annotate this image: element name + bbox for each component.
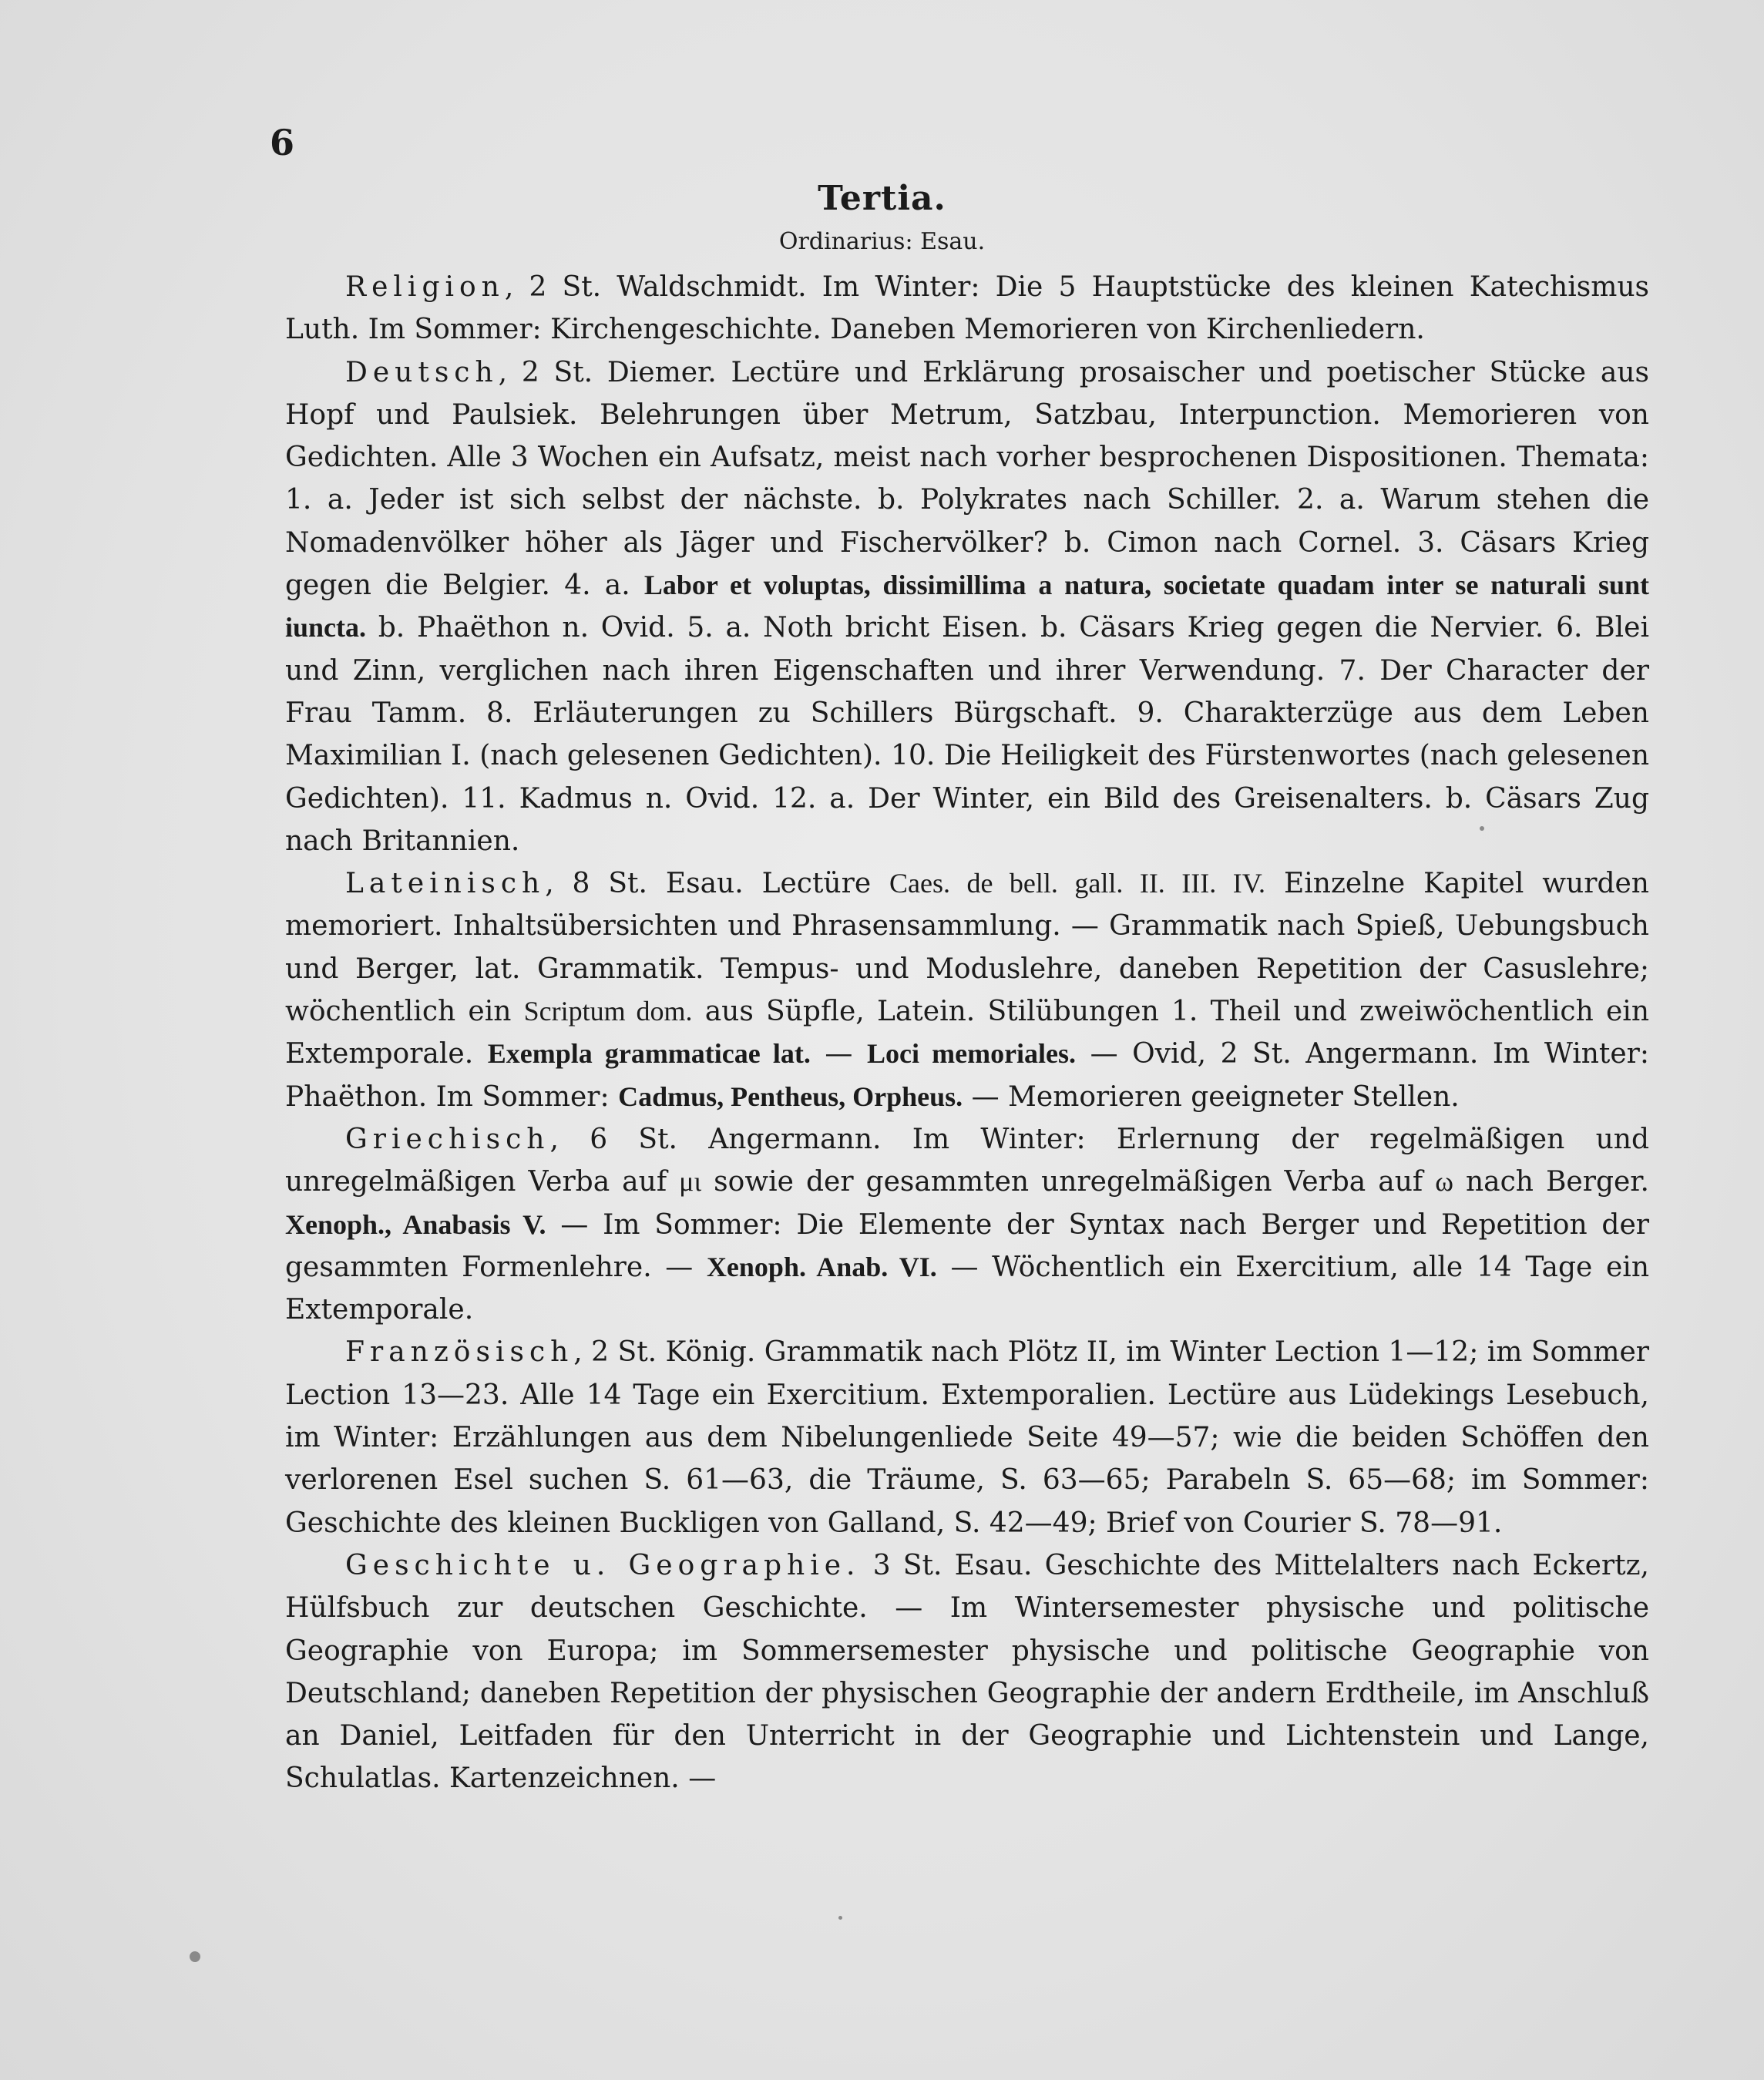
text-segment: , 2 St. Waldschmidt. Im Winter: Die 5 Hauptstücke des kleinen Katechismus Luth. Im Sommer: Kirchengeschichte. Daneben Memorieren von Kirchenliedern.	[285, 271, 1649, 346]
latin-text-segment: Xenoph., Anabasis V.	[285, 1208, 546, 1240]
text-segment: — Memorieren geeigneter Stellen.	[963, 1080, 1460, 1113]
latin-text-segment: Cadmus, Pentheus, Orpheus.	[618, 1080, 963, 1112]
subject-heading: Französisch	[345, 1336, 574, 1369]
latin-text-segment: Caes. de bell. gall. II. III. IV.	[889, 868, 1266, 899]
paper-speck	[1480, 826, 1484, 831]
paragraph	[285, 862, 1649, 1118]
text-segment: , 2 St. Diemer. Lectüre und Erklärung prosaischer und poetischer Stücke aus Hopf und Paulsiek. Belehrungen über Metrum, Satzbau, Interpunction. Memorieren von Gedichten. Alle 3 Wochen ein Aufsatz, meist nach vorher besprochenen Dispositionen. Themata: 1. a. Jeder ist sich selbst der nächste. b. Polykrates nach Schiller. 2. a. Warum stehen die Nomadenvölker höher als Jäger und Fischervölker? b. Cimon nach Cornel. 3. Cäsars Krieg gegen die Belgier. 4. a.	[285, 356, 1649, 602]
latin-text-segment: Labor et voluptas, dissimillima a natura, societate quadam inter se naturali sunt iuncta.	[285, 570, 1650, 643]
latin-text-segment: Xenoph. Anab. VI.	[706, 1251, 937, 1282]
latin-text-segment: ω	[1435, 1166, 1453, 1198]
subject-heading: Lateinisch	[345, 868, 546, 900]
text-segment: aus Süpfle, Latein. Stilübungen 1. Theil und zweiwöchentlich ein Extemporale.	[285, 996, 1650, 1070]
text-segment: nach Berger.	[1453, 1166, 1649, 1198]
text-segment: Einzelne Kapitel wurden memoriert. Inhaltsübersichten und Phrasensammlung. — Grammatik nach Spieß, Uebungsbuch und Berger, lat. Grammatik. Tempus- und Moduslehre, daneben Repetition der Casuslehre; wöchentlich ein	[285, 868, 1649, 1028]
text-segment: — Wöchentlich ein Exercitium, alle 14 Tage ein Extemporale.	[285, 1251, 1650, 1326]
paragraph	[285, 1544, 1649, 1800]
text-segment: , 6 St. Angermann. Im Winter: Erlernung der regelmäßigen und unregelmäßigen Verba auf	[285, 1123, 1649, 1198]
subject-heading: Geschichte u. Geographie.	[345, 1549, 861, 1581]
latin-text-segment: Scriptum dom.	[523, 996, 693, 1027]
body-text	[285, 266, 1649, 1800]
latin-text-segment: μι	[679, 1166, 702, 1198]
text-segment: , 8 St. Esau. Lectüre	[545, 868, 890, 900]
ordinarius-line: Ordinarius: Esau.	[778, 228, 986, 255]
text-segment: —	[810, 1038, 867, 1070]
text-segment: sowie der gesammten unregelmäßigen Verba auf	[701, 1166, 1436, 1198]
subject-heading: Deutsch	[345, 356, 499, 388]
subject-heading: Griechisch	[345, 1123, 550, 1155]
text-segment: — Ovid, 2 St. Angermann. Im Winter: Phaëthon. Im Sommer:	[285, 1038, 1650, 1113]
latin-text-segment: Exempla grammaticae lat.	[487, 1038, 811, 1070]
section-title: Tertia.	[818, 179, 946, 218]
text-segment: , 2 St. König. Grammatik nach Plötz II, im Winter Lection 1—12; im Sommer Lection 13—23. Alle 14 Tage ein Exercitium. Extemporalien. Lectüre aus Lüdekings Lesebuch, im Winter: Erzählungen aus dem Nibelungenliede Seite 49—57; wie die beiden Schöffen den verlorenen Esel suchen S. 61—63, die Träume, S. 63—65; Parabeln S. 65—68; im Sommer: Geschichte des kleinen Buckligen von Galland, S. 42—49; Brief von Courier S. 78—91.	[285, 1336, 1649, 1539]
text-segment: b. Phaëthon n. Ovid. 5. a. Noth bricht Eisen. b. Cäsars Krieg gegen die Nervier. 6. Blei und Zinn, verglichen nach ihren Eigenschaften und ihrer Verwendung. 7. Der Character der Frau Tamm. 8. Erläuterungen zu Schillers Bürgschaft. 9. Charakterzüge aus dem Leben Maximilian I. (nach gelesenen Gedichten). 10. Die Heiligkeit des Fürstenwortes (nach gelesenen Gedichten). 11. Kadmus n. Ovid. 12. a. Der Winter, ein Bild des Greisenalters. b. Cäsars Zug nach Britannien.	[285, 612, 1649, 857]
text-segment: — Im Sommer: Die Elemente der Syntax nach Berger und Repetition der gesammten Formenlehre. —	[285, 1208, 1649, 1283]
paragraph	[285, 351, 1649, 863]
paragraph	[285, 1331, 1649, 1544]
text-segment: 3 St. Esau. Geschichte des Mittelalters nach Eckertz, Hülfsbuch zur deutschen Geschichte. — Im Wintersemester physische und politische Geographie von Europa; im Sommersemester physische und politische Geographie von Deutschland; daneben Repetition der physischen Geographie der andern Erdtheile, im Anschluß an Daniel, Leitfaden für den Unterricht in der Geographie und Lichtenstein und Lange, Schulatlas. Kartenzeichnen. —	[285, 1549, 1649, 1795]
paper-speck	[838, 1916, 842, 1920]
paper-speck	[190, 1951, 200, 1962]
paragraph	[285, 1118, 1649, 1331]
page-number: 6	[270, 122, 295, 163]
subject-heading: Religion	[345, 271, 505, 303]
latin-text-segment: Loci memoriales.	[867, 1038, 1077, 1070]
paragraph	[285, 266, 1649, 351]
